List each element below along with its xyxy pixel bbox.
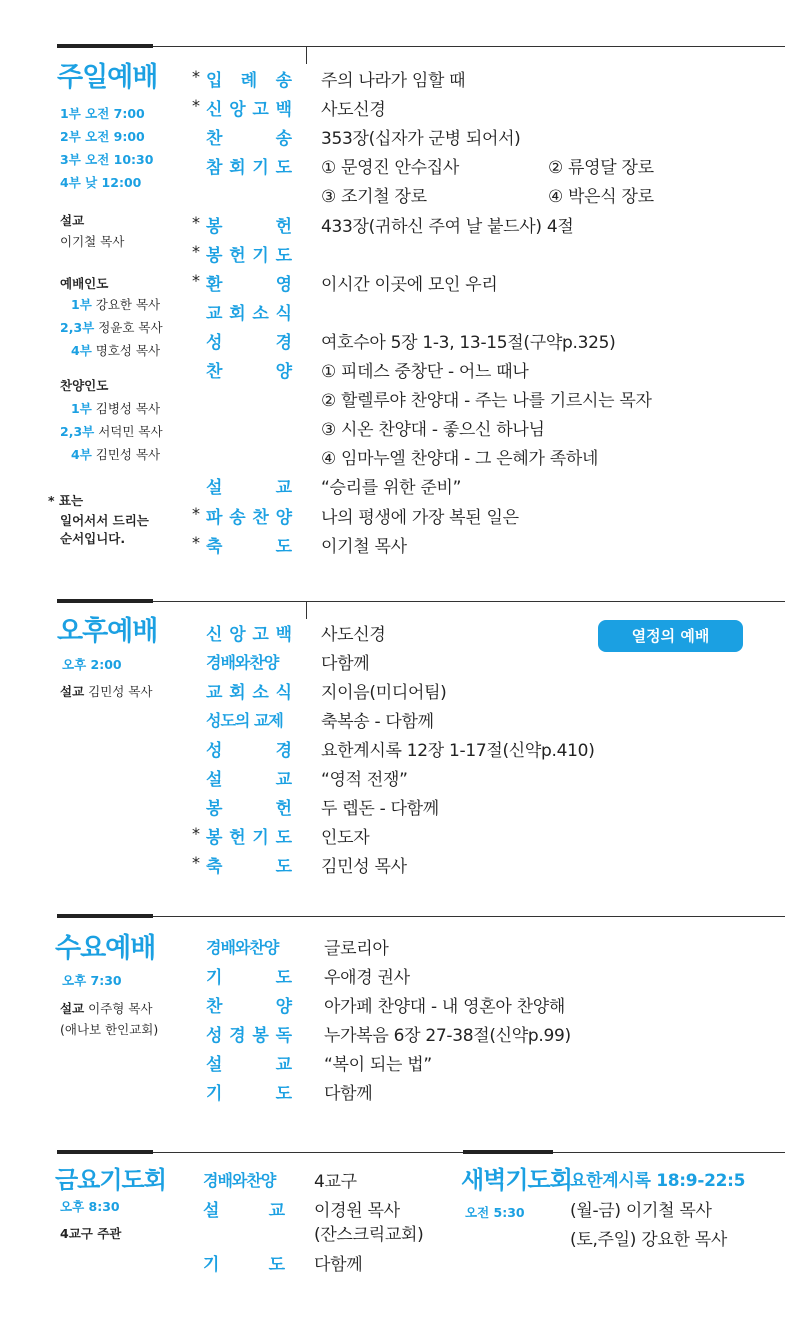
label-choir: 찬 양	[206, 362, 292, 382]
label-scripture: 성 경	[206, 741, 292, 761]
sunday-time-2: 2부 오전 9:00	[60, 129, 145, 144]
stand-marker: *	[192, 533, 200, 552]
section-accent-bar	[57, 914, 153, 918]
value-sermon: “영적 전쟁”	[321, 770, 408, 790]
value-sermon: 이경원 목사	[314, 1201, 400, 1221]
value-repentance-2: ② 류영달 장로	[548, 158, 654, 178]
section-accent-bar	[57, 599, 153, 603]
value-offering: 두 렙돈 - 다함께	[321, 799, 439, 819]
value-creed: 사도신경	[321, 625, 386, 645]
label-sermon: 설 교	[206, 478, 292, 498]
section-accent-bar	[463, 1150, 553, 1154]
value-praise: 4교구	[314, 1172, 357, 1192]
value-choir-4: ④ 임마누엘 찬양대 - 그 은혜가 족하네	[321, 449, 599, 469]
label-praise: 경배와찬양	[206, 938, 279, 957]
label-news: 교 회 소 식	[206, 304, 292, 324]
label-offering: 봉 헌	[206, 217, 292, 237]
value-repentance-3: ③ 조기철 장로	[321, 187, 427, 207]
passion-worship-badge: 열정의 예배	[598, 620, 743, 652]
stand-marker: *	[192, 96, 200, 115]
afternoon-time: 오후 2:00	[62, 657, 122, 672]
value-sending-hymn: 나의 평생에 가장 복된 일은	[321, 508, 519, 528]
section-accent-bar	[57, 1150, 153, 1154]
sermon-label: 설교	[60, 213, 85, 228]
dawn-weekday: (월-금) 이기철 목사	[570, 1201, 712, 1221]
label-praise: 경배와찬양	[206, 653, 279, 672]
value-offering-prayer: 인도자	[321, 828, 370, 848]
label-reading: 성 경 봉 독	[206, 1026, 292, 1046]
label-sermon: 설 교	[206, 770, 292, 790]
label-sermon: 설 교	[203, 1201, 285, 1221]
dawn-weekend: (토,주일) 강요한 목사	[570, 1230, 727, 1250]
value-choir-1: ① 피데스 중창단 - 어느 때나	[321, 362, 529, 382]
stand-marker: *	[192, 67, 200, 86]
section-accent-bar	[57, 44, 153, 48]
praise-lead-1: 1부 김병성 목사	[71, 401, 161, 416]
section-divider	[57, 1152, 785, 1153]
stand-marker: *	[192, 824, 200, 843]
note-line-1: 일어서서 드리는	[60, 513, 149, 528]
label-welcome: 환 영	[206, 275, 292, 295]
value-offering: 433장(귀하신 주여 날 붙드사) 4절	[321, 217, 574, 237]
label-procession: 입 례 송	[206, 71, 292, 91]
stand-marker: *	[192, 853, 200, 872]
label-creed: 신 앙 고 백	[206, 625, 292, 645]
afternoon-sermon: 설교 김민성 목사	[60, 684, 153, 699]
note-line-2: 순서입니다.	[60, 531, 126, 546]
label-hymn: 찬 양	[206, 997, 292, 1017]
label-fellowship: 성도의 교제	[206, 711, 283, 730]
value-prayer: 다함께	[314, 1255, 363, 1275]
label-prayer: 기 도	[206, 968, 292, 988]
label-repentance: 참 회 기 도	[206, 158, 292, 178]
label-prayer: 기 도	[203, 1255, 285, 1275]
stand-marker: *	[192, 504, 200, 523]
value-sermon: “승리를 위한 준비”	[321, 478, 462, 498]
value-repentance-1: ① 문영진 안수집사	[321, 158, 460, 178]
section-divider	[57, 601, 785, 602]
sunday-time-3: 3부 오전 10:30	[60, 152, 154, 167]
value-sermon-church: (잔스크릭교회)	[314, 1225, 424, 1245]
praise-lead-2: 2,3부 서덕민 목사	[60, 424, 163, 439]
label-offering-prayer: 봉 헌 기 도	[206, 828, 292, 848]
label-closing-prayer: 기 도	[206, 1084, 292, 1104]
value-sermon: “복이 되는 법”	[324, 1055, 432, 1075]
afternoon-title: 오후예배	[57, 616, 158, 647]
praise-lead-3: 4부 김민성 목사	[71, 447, 161, 462]
sunday-time-4: 4부 낮 12:00	[60, 175, 142, 190]
value-welcome: 이시간 이곳에 모인 우리	[321, 275, 498, 295]
dawn-time: 오전 5:30	[465, 1205, 525, 1220]
label-sending-hymn: 파 송 찬 양	[206, 508, 292, 528]
value-reading: 누가복음 6장 27-38절(신약p.99)	[324, 1026, 571, 1046]
value-choir-3: ③ 시온 찬양대 - 좋으신 하나님	[321, 420, 545, 440]
sunday-time-1: 1부 오전 7:00	[60, 106, 145, 121]
wednesday-sermon-church: (애나보 한인교회)	[60, 1022, 159, 1037]
note-star: * 표는	[48, 493, 84, 508]
value-repentance-4: ④ 박은식 장로	[548, 187, 654, 207]
value-procession: 주의 나라가 임할 때	[321, 71, 466, 91]
dawn-passage: 요한계시록 18:9-22:5	[570, 1171, 746, 1191]
value-closing-prayer: 다함께	[324, 1084, 373, 1104]
label-benediction: 축 도	[206, 857, 292, 877]
label-offering-prayer: 봉 헌 기 도	[206, 246, 292, 266]
friday-title: 금요기도회	[55, 1166, 166, 1194]
value-choir-2: ② 할렐루야 찬양대 - 주는 나를 기르시는 목자	[321, 391, 652, 411]
value-scripture: 여호수아 5장 1-3, 13-15절(구약p.325)	[321, 333, 616, 353]
value-news: 지이음(미디어팀)	[321, 683, 447, 703]
label-hymn: 찬 송	[206, 129, 292, 149]
value-fellowship: 축복송 - 다함께	[321, 712, 434, 732]
value-benediction: 김민성 목사	[321, 857, 407, 877]
praise-lead-label: 찬양인도	[60, 378, 109, 393]
stand-marker: *	[192, 213, 200, 232]
divider-tick	[306, 601, 307, 619]
value-hymn: 아가페 찬양대 - 내 영혼아 찬양해	[324, 997, 565, 1017]
label-sermon: 설 교	[206, 1055, 292, 1075]
label-praise: 경배와찬양	[203, 1171, 276, 1190]
sunday-title: 주일예배	[57, 62, 158, 93]
wednesday-sermon: 설교 이주형 목사	[60, 1001, 153, 1016]
value-creed: 사도신경	[321, 100, 386, 120]
label-news: 교 회 소 식	[206, 683, 292, 703]
worship-lead-label: 예배인도	[60, 276, 109, 291]
sermon-name: 이기철 목사	[60, 234, 125, 249]
value-scripture: 요한계시록 12장 1-17절(신약p.410)	[321, 741, 595, 761]
value-praise: 다함께	[321, 654, 370, 674]
stand-marker: *	[192, 271, 200, 290]
friday-time: 오후 8:30	[60, 1199, 120, 1214]
stand-marker: *	[192, 242, 200, 261]
wednesday-time: 오후 7:30	[62, 973, 122, 988]
dawn-title: 새벽기도회	[461, 1166, 572, 1194]
section-divider	[57, 916, 785, 917]
divider-tick	[306, 46, 307, 64]
label-benediction: 축 도	[206, 537, 292, 557]
wednesday-title: 수요예배	[55, 933, 156, 964]
value-hymn: 353장(십자가 군병 되어서)	[321, 129, 521, 149]
label-creed: 신 앙 고 백	[206, 100, 292, 120]
worship-lead-2: 2,3부 정윤호 목사	[60, 320, 163, 335]
friday-host: 4교구 주관	[60, 1226, 122, 1241]
worship-lead-1: 1부 강요한 목사	[71, 297, 161, 312]
value-praise: 글로리아	[324, 939, 389, 959]
section-divider	[57, 46, 785, 47]
label-offering: 봉 헌	[206, 799, 292, 819]
label-scripture: 성 경	[206, 333, 292, 353]
value-benediction: 이기철 목사	[321, 537, 407, 557]
worship-lead-3: 4부 명호성 목사	[71, 343, 161, 358]
value-prayer: 우애경 권사	[324, 968, 410, 988]
